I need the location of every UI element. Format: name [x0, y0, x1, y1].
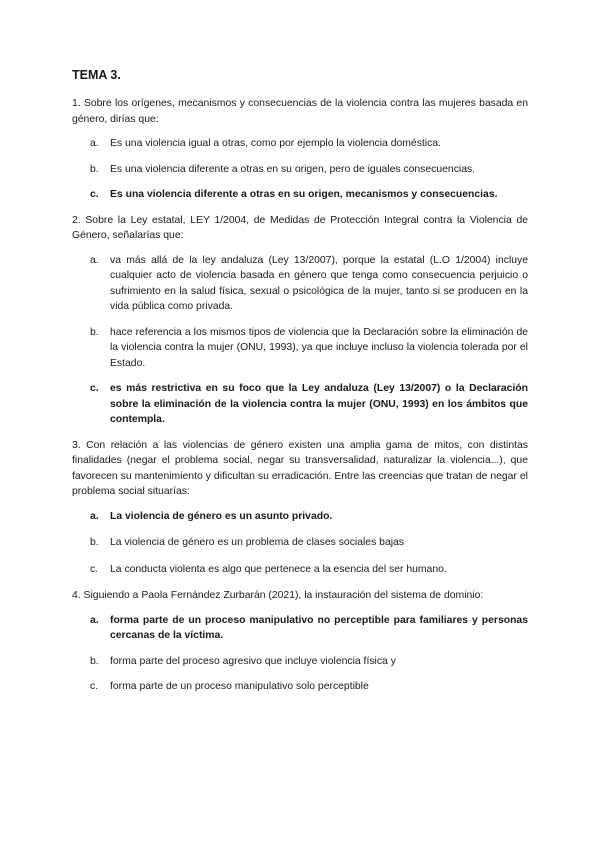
option-letter: c. [90, 681, 99, 692]
option-text: Es una violencia diferente a otras en su origen, pero de iguales consecuencias. [110, 163, 476, 175]
option-letter: a. [90, 254, 99, 266]
question-3-options [72, 509, 528, 578]
question-1-option-c [72, 187, 528, 203]
question-2-option-a [72, 253, 528, 315]
option-text: La violencia de género es un problema de clases sociales bajas [110, 537, 405, 548]
option-letter: b. [90, 326, 99, 338]
option-text: forma parte del proceso agresivo que incluye violencia física y [110, 655, 396, 667]
question-4-option-c [72, 679, 528, 695]
option-text: La conducta violenta es algo que pertenece a la esencia del ser humano. [110, 563, 447, 575]
question-1-options [72, 136, 528, 203]
question-2-option-b [72, 325, 528, 372]
question-2-option-c [72, 381, 528, 428]
question-4-option-b [72, 654, 528, 670]
question-3-option-a [72, 509, 528, 525]
question-2: 2. Sobre la Ley estatal, LEY 1/2004, de Medidas de Protección Integral contra la Violencia de Género, señalarías que: [72, 214, 528, 241]
option-letter: a. [90, 510, 99, 522]
option-text: hace referencia a los mismos tipos de violencia que la Declaración sobre la eliminación de la violencia contra la mujer (ONU, 1993), ya que incluye incluso la violencia tolerada por el Estado. [110, 326, 528, 369]
question-1-option-b [72, 162, 528, 178]
question-3-option-b [72, 535, 528, 551]
question-4-options [72, 613, 528, 695]
question-2-options [72, 253, 528, 428]
question-4: 4. Siguiendo a Paola Fernández Zurbarán (2021), la instauración del sistema de dominio: [72, 590, 484, 601]
document-page [72, 68, 528, 705]
question-1-option-a [72, 136, 528, 152]
option-letter: a. [90, 614, 99, 626]
question-4-option-a [72, 613, 528, 644]
option-text: Es una violencia igual a otras, como por ejemplo la violencia doméstica. [110, 138, 441, 149]
option-text: forma parte de un proceso manipulativo no perceptible para familiares y personas cercanas de la víctima. [110, 614, 528, 641]
question-3-option-c [72, 562, 528, 578]
option-text: Es una violencia diferente a otras en su origen, mecanismos y consecuencias. [110, 189, 498, 200]
option-letter: b. [90, 655, 99, 667]
option-letter: b. [90, 163, 99, 175]
option-text: La violencia de género es un asunto privado. [110, 510, 333, 522]
option-letter: b. [90, 537, 99, 548]
option-text: es más restrictiva en su foco que la Ley andaluza (Ley 13/2007) o la Declaración sobre la eliminación de la violencia contra la mujer (ONU, 1993) en los ámbitos que contempla. [110, 383, 528, 425]
option-letter: c. [90, 563, 99, 575]
option-text: va más allá de la ley andaluza (Ley 13/2007), porque la estatal (L.O 1/2004) incluye cualquier acto de violencia basada en género que tenga como consecuencia perjuicio o sufrimiento en la salud física, sexual o psicológica de la mujer, tanto si se producen en la vida pública como privada. [110, 254, 528, 312]
option-text: forma parte de un proceso manipulativo solo perceptible [110, 681, 369, 692]
option-letter: a. [90, 138, 99, 149]
question-1: 1. Sobre los orígenes, mecanismos y consecuencias de la violencia contra las mujeres basada en género, dirías que: [72, 98, 528, 125]
option-letter: c. [90, 383, 99, 394]
question-3: 3. Con relación a las violencias de género existen una amplia gama de mitos, con distintas finalidades (negar el problema social, negar su transversalidad, naturalizar la violencia...), que favorecen su mantenimiento y dificultan su erradicación. Entre las creencias que tratan de negar el problema social situarías: [72, 439, 528, 497]
option-letter: c. [90, 189, 99, 200]
page-title: TEMA 3. [72, 68, 121, 82]
